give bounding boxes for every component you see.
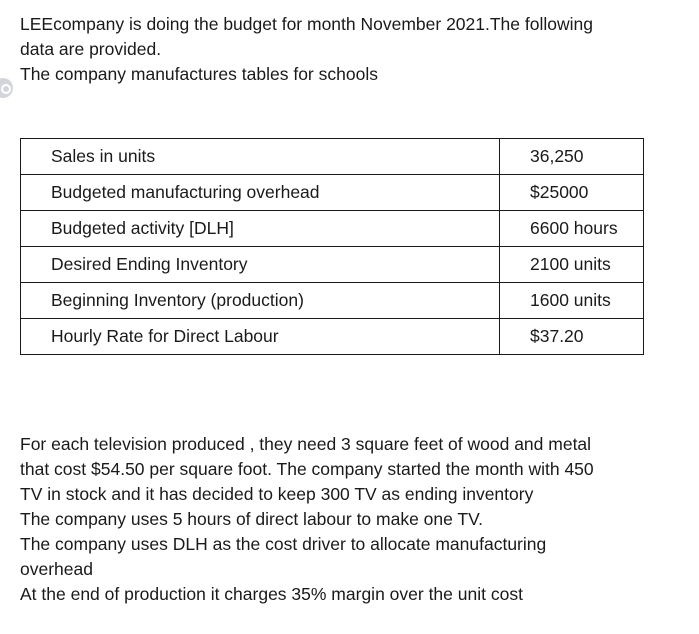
details-line: overhead — [20, 559, 93, 579]
row-value: 6600 hours — [500, 211, 644, 247]
row-value: $37.20 — [500, 319, 644, 355]
grammar-assistant-icon[interactable] — [0, 78, 13, 98]
details-line: The company uses 5 hours of direct labour to make one TV. — [20, 509, 484, 529]
row-label: Desired Ending Inventory — [21, 247, 500, 283]
row-label: Hourly Rate for Direct Labour — [21, 319, 500, 355]
intro-line: The company manufactures tables for schools — [20, 64, 378, 84]
table-row — [21, 247, 644, 283]
row-label: Beginning Inventory (production) — [21, 283, 500, 319]
intro-line: data are provided. — [20, 39, 162, 59]
row-label: Budgeted activity [DLH] — [21, 211, 500, 247]
table-row — [21, 211, 644, 247]
table-row — [21, 175, 644, 211]
table-row — [21, 139, 644, 175]
row-value: 2100 units — [500, 247, 644, 283]
intro-paragraph — [20, 12, 660, 87]
intro-line: LEEcompany is doing the budget for month November 2021.The following — [20, 14, 593, 34]
row-value: $25000 — [500, 175, 644, 211]
details-paragraph — [20, 432, 660, 607]
details-line: For each television produced , they need 3 square feet of wood and metal — [20, 434, 592, 454]
row-label: Budgeted manufacturing overhead — [21, 175, 500, 211]
details-line: The company uses DLH as the cost driver to allocate manufacturing — [20, 534, 547, 554]
table-row — [21, 319, 644, 355]
budget-table — [20, 138, 644, 355]
row-value: 1600 units — [500, 283, 644, 319]
details-line: At the end of production it charges 35% margin over the unit cost — [20, 584, 523, 604]
details-line: TV in stock and it has decided to keep 300 TV as ending inventory — [20, 484, 534, 504]
details-line: that cost $54.50 per square foot. The company started the month with 450 — [20, 459, 594, 479]
row-label: Sales in units — [21, 139, 500, 175]
row-value: 36,250 — [500, 139, 644, 175]
table-row — [21, 283, 644, 319]
